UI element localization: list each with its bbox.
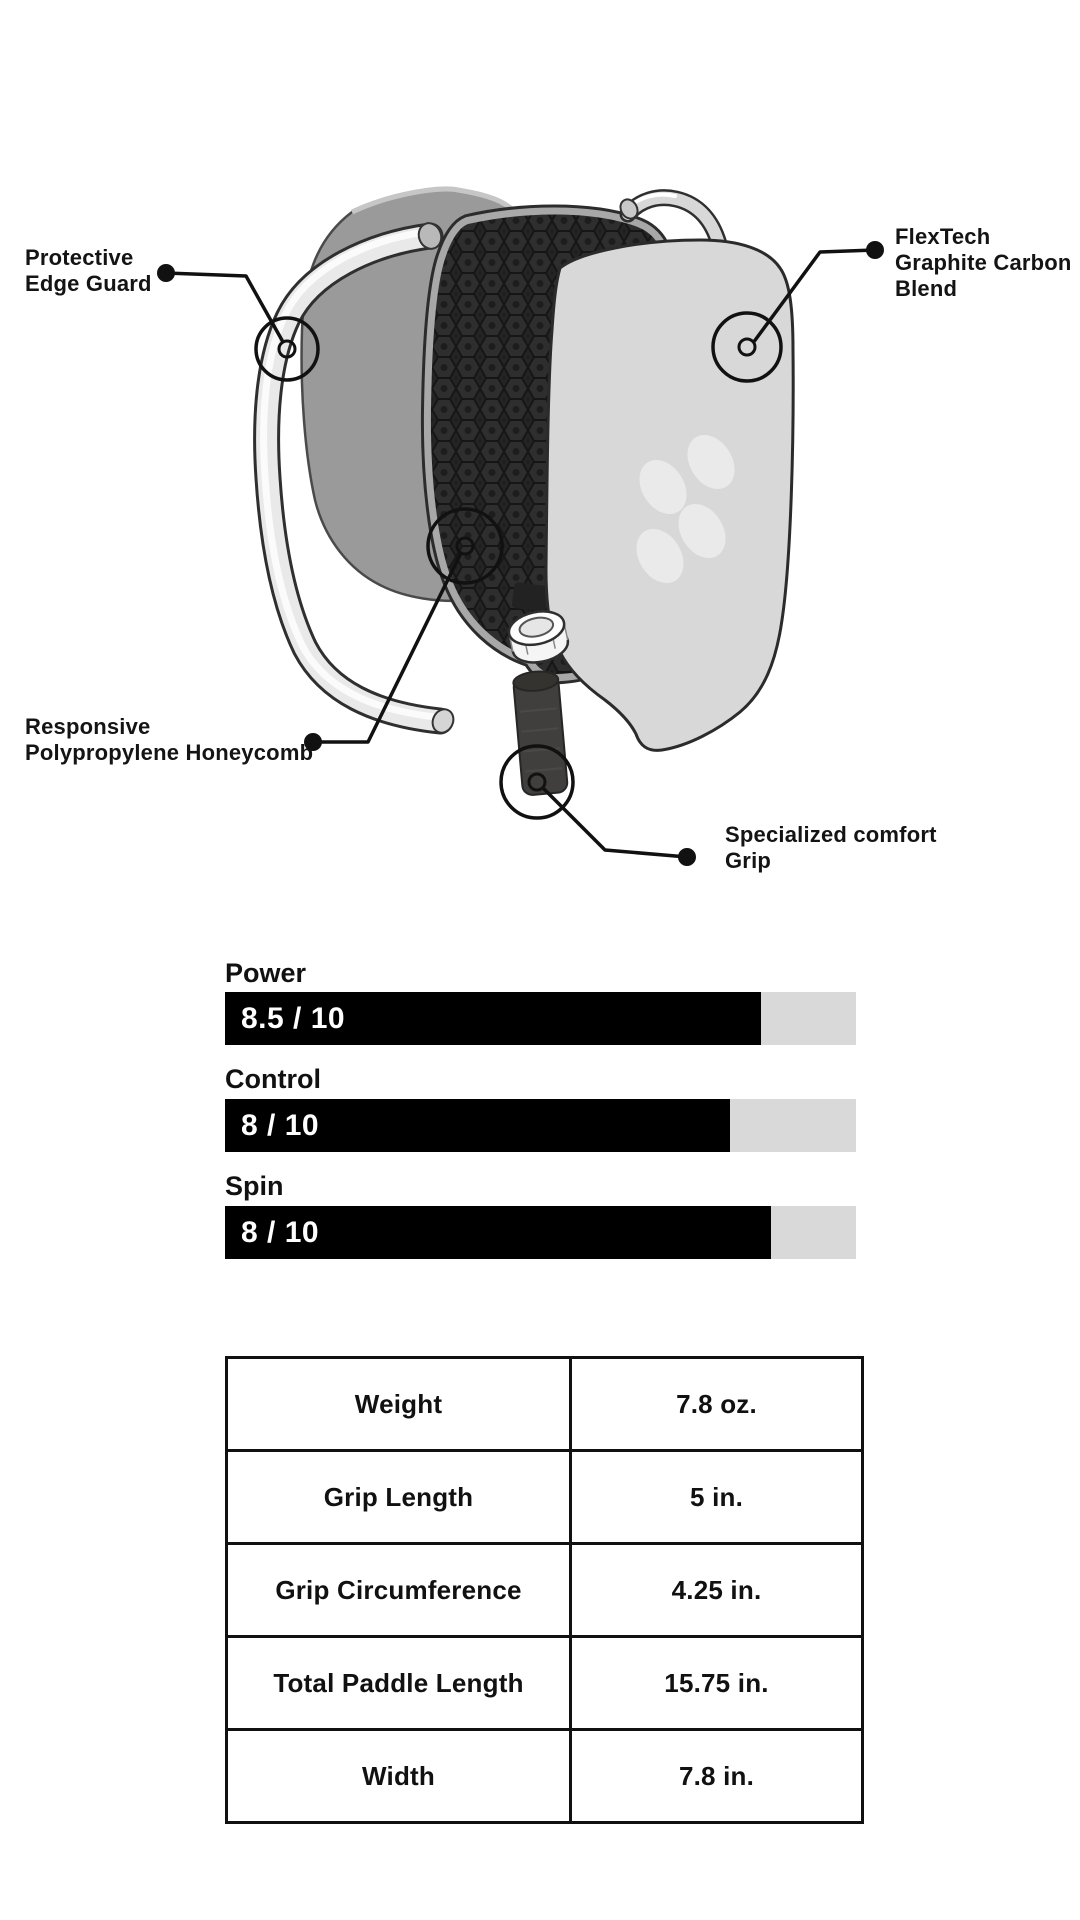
spec-label: Width [227,1730,571,1823]
rating-fill-spin [225,1206,771,1259]
rating-label-control: Control [225,1064,321,1094]
table-row [227,1358,863,1451]
callout-label-edge-guard [25,245,185,297]
table-row [227,1451,863,1544]
spec-value: 15.75 in. [571,1637,863,1730]
rating-bar-spin [225,1206,856,1259]
spec-value: 7.8 oz. [571,1358,863,1451]
table-row [227,1637,863,1730]
rating-value-power: 8.5 / 10 [241,1001,346,1035]
callout-line-text: Protective [25,245,134,270]
rating-label-power: Power [225,958,307,988]
paddle-exploded-diagram [0,0,1080,950]
callout-label-grip [725,822,955,874]
callout-line-text: Specialized comfort [725,822,937,847]
callout-line-text: Blend [895,276,958,301]
callout-line-text: Edge Guard [25,271,152,296]
spec-label: Weight [227,1358,571,1451]
callout-label-face-material [895,224,1080,302]
spec-table [225,1356,864,1824]
spec-label: Grip Circumference [227,1544,571,1637]
callout-line-text: Graphite Carbon [895,250,1072,275]
rating-fill-power [225,992,761,1045]
table-row [227,1730,863,1823]
spec-label: Grip Length [227,1451,571,1544]
callout-line-text: FlexTech [895,224,991,249]
spec-label: Total Paddle Length [227,1637,571,1730]
spec-value: 4.25 in. [571,1544,863,1637]
spec-value: 5 in. [571,1451,863,1544]
callout-line-text: Responsive [25,714,151,739]
rating-bar-control [225,1099,856,1152]
rating-label-spin: Spin [225,1171,284,1201]
callout-line-text: Polypropylene Honeycomb [25,740,314,765]
rating-value-spin: 8 / 10 [241,1215,320,1249]
rating-bar-power [225,992,856,1045]
spec-value: 7.8 in. [571,1730,863,1823]
rating-value-control: 8 / 10 [241,1108,320,1142]
rating-fill-control [225,1099,730,1152]
callout-label-core [25,714,335,766]
grip-cylinder [513,670,569,796]
front-face [546,240,793,750]
callout-line-grip [543,788,687,857]
callout-line-text: Grip [725,848,772,873]
table-row [227,1544,863,1637]
